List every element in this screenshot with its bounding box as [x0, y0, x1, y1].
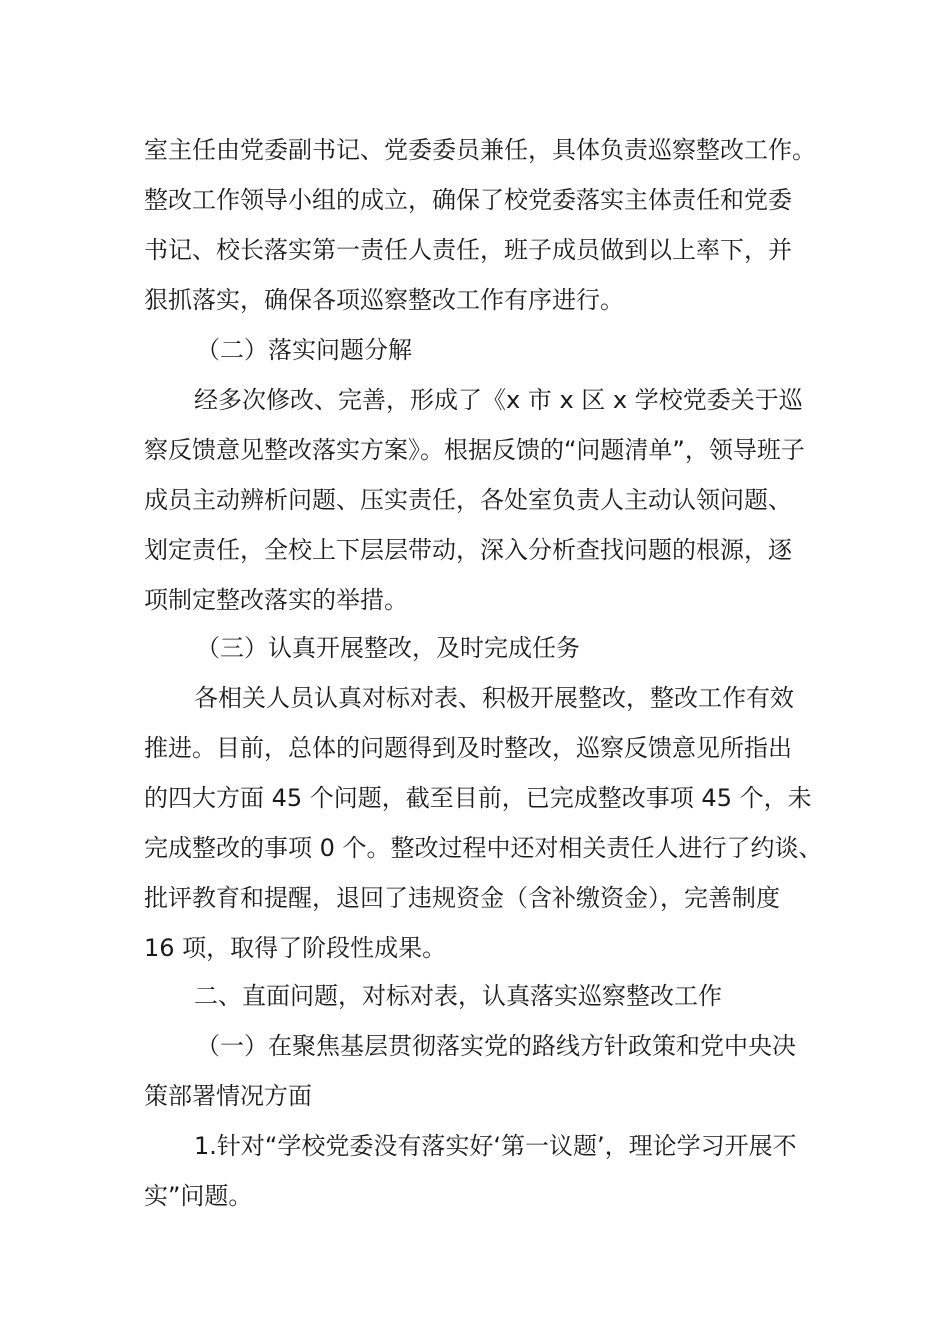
body-text-line: 经多次修改、完善，形成了《x 市 x 区 x 学校党委关于巡: [194, 386, 803, 414]
body-text-line: 的四大方面 45 个问题，截至目前，已完成整改事项 45 个，未: [144, 784, 812, 812]
body-text-line: 16 项，取得了阶段性成果。: [144, 934, 447, 962]
body-text-line: 室主任由党委副书记、党委委员兼任，具体负责巡察整改工作。: [144, 136, 816, 164]
body-text-line: 划定责任，全校上下层层带动，深入分析查找问题的根源，逐: [144, 536, 792, 564]
body-text-line: 察反馈意见整改落实方案》。根据反馈的“问题清单”，领导班子: [144, 436, 805, 464]
body-text-line: 1.针对“学校党委没有落实好‘第一议题’，理论学习开展不: [194, 1132, 797, 1160]
body-text-line: 各相关人员认真对标对表、积极开展整改，整改工作有效: [194, 684, 794, 712]
body-text-line: 推进。目前，总体的问题得到及时整改，巡察反馈意见所指出: [144, 734, 792, 762]
body-text-line: 实”问题。: [144, 1182, 253, 1210]
subsection-heading: 策部署情况方面: [144, 1082, 312, 1110]
body-text-line: 整改工作领导小组的成立，确保了校党委落实主体责任和党委: [144, 186, 792, 214]
body-text-line: 完成整改的事项 0 个。整改过程中还对相关责任人进行了约谈、: [144, 834, 823, 862]
subsection-heading: （一）在聚焦基层贯彻落实党的路线方针政策和党中央决: [196, 1032, 796, 1060]
body-text-line: 项制定整改落实的举措。: [144, 586, 408, 614]
section-heading: 二、直面问题，对标对表，认真落实巡察整改工作: [194, 982, 722, 1010]
body-text-line: 狠抓落实，确保各项巡察整改工作有序进行。: [144, 286, 624, 314]
body-text-line: 批评教育和提醒，退回了违规资金（含补缴资金），完善制度: [144, 884, 780, 912]
section-heading: （二）落实问题分解: [196, 336, 412, 364]
body-text-line: 书记、校长落实第一责任人责任，班子成员做到以上率下，并: [144, 236, 792, 264]
body-text-line: 成员主动辨析问题、压实责任，各处室负责人主动认领问题、: [144, 486, 792, 514]
section-heading: （三）认真开展整改，及时完成任务: [196, 634, 580, 662]
